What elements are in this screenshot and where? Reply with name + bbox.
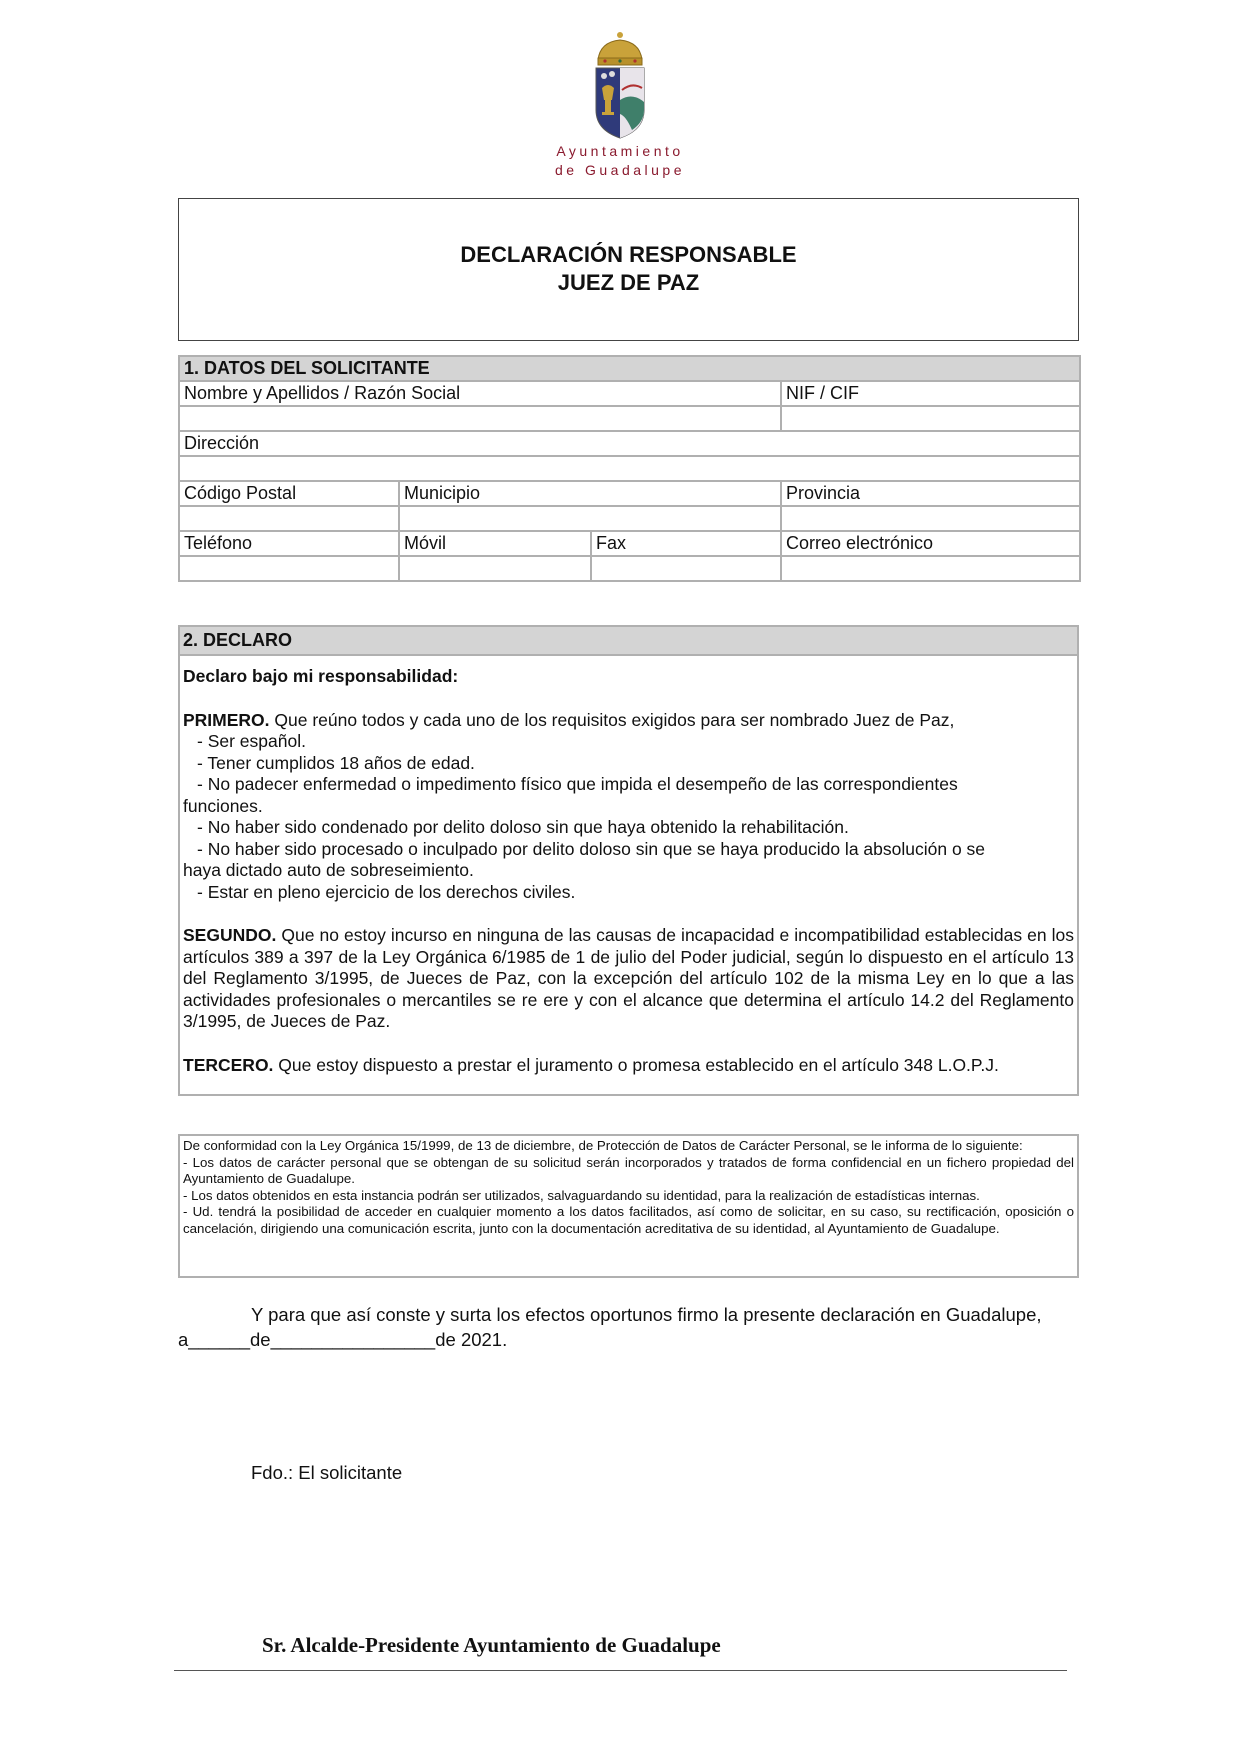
fax-field[interactable] [591,556,781,581]
postal-code-field[interactable] [179,506,399,531]
tercero-label: TERCERO. [183,1054,274,1075]
list-item: - No haber sido condenado por delito doloso sin que haya obtenido la rehabilitación. [197,817,849,837]
signature-label: Fdo.: El solicitante [251,1462,403,1483]
closing-statement [178,1302,1079,1352]
tercero-text: Que estoy dispuesto a prestar el juramento o promesa establecido en el artículo 348 L.O.P.J. [273,1054,999,1075]
privacy-paragraph: - Los datos obtenidos en esta instancia podrán ser utilizados, salvaguardando su identidad, para la realización de estadísticas internas. [183,1187,980,1203]
primero-text: Que reúno todos y cada uno de los requisitos exigidos para ser nombrado Juez de Paz, [269,709,955,730]
phone-label: Teléfono [179,531,399,556]
bottom-divider [174,1670,1067,1671]
primero-paragraph [183,710,1074,732]
list-item: - Tener cumplidos 18 años de edad. [197,752,475,773]
list-item-continuation: haya dictado auto de sobreseimiento. [183,860,474,880]
mobile-field[interactable] [399,556,591,581]
document-title: DECLARACIÓN RESPONSABLE [460,242,797,267]
privacy-paragraph: - Ud. tendrá la posibilidad de acceder en cualquier momento a los datos facilitados, así como de solicitar, en su caso, su rectificación, oposición o cancelación, dirigiendo una comunicación escrita, junto con la documentación acreditativa de su identidad, al Ayuntamiento de Guadalupe. [183,1204,1074,1236]
segundo-paragraph [183,925,1074,1033]
list-item: - Estar en pleno ejercicio de los derechos civiles. [197,881,576,902]
privacy-paragraph: De conformidad con la Ley Orgánica 15/1999, de 13 de diciembre, de Protección de Datos de Carácter Personal, se le informa de lo siguiente: [183,1138,1023,1153]
municipal-logo [520,30,720,180]
section2-heading: 2. DECLARO [180,627,1077,656]
postal-code-label: Código Postal [179,481,399,506]
phone-field[interactable] [179,556,399,581]
address-field[interactable] [179,456,1080,481]
province-label: Provincia [781,481,1080,506]
closing-line1: Y para que así conste y surta los efectos oportunos firmo la presente declaración en Guadalupe, [251,1304,1042,1325]
province-field[interactable] [781,506,1080,531]
mobile-label: Móvil [399,531,591,556]
segundo-label: SEGUNDO. [183,925,277,945]
nif-label: NIF / CIF [781,381,1080,406]
email-field[interactable] [781,556,1080,581]
document-subtitle: JUEZ DE PAZ [557,270,700,295]
name-field[interactable] [179,406,781,431]
nif-field[interactable] [781,406,1080,431]
fax-label: Fax [591,531,781,556]
section1-heading: 1. DATOS DEL SOLICITANTE [179,356,1080,381]
privacy-notice [178,1134,1079,1278]
email-label: Correo electrónico [781,531,1080,556]
tercero-paragraph [183,1055,1074,1077]
municipality-field[interactable] [399,506,781,531]
name-label: Nombre y Apellidos / Razón Social [179,381,781,406]
list-item: - No padecer enfermedad o impedimento físico que impida el desempeño de las correspondientes [197,774,958,794]
privacy-paragraph: - Los datos de carácter personal que se obtengan de su solicitud serán incorporados y tratados de forma confidencial en un fichero propiedad del Ayuntamiento de Guadalupe. [183,1154,1074,1186]
primero-label: PRIMERO. [183,709,270,730]
list-item: - No haber sido procesado o inculpado por delito doloso sin que se haya producido la absolución o se [197,838,986,859]
municipality-label: Municipio [399,481,781,506]
declaration-section [178,625,1079,1096]
segundo-text: Que no estoy incurso en ninguna de las causas de incapacidad e incompatibilidad establecidas en los artículos 389 a 397 de la Ley Orgánica 6/1985 de 1 de julio del Poder judicial, según lo dispuesto en el artículo 13 del Reglamento 3/1995, de Jueces de Paz, con la excepción del artículo 102 de la misma Ley en lo que a las actividades profesionales o mercantiles se re ere y con el alcance que determina el artículo 14.2 del Reglamento 3/1995, de Jueces de Paz. [183,925,1074,1031]
closing-date-line: a______de________________de 2021. [178,1329,508,1350]
declaration-intro: Declaro bajo mi responsabilidad: [183,666,459,686]
logo-text-line1: Ayuntamiento [556,143,684,159]
logo-text-line2: de Guadalupe [555,162,685,178]
list-item-continuation: funciones. [183,795,263,816]
list-item: - Ser español. [197,731,306,751]
coat-of-arms-icon [590,30,650,140]
addressee: Sr. Alcalde-Presidente Ayuntamiento de Guadalupe [262,1633,721,1657]
title-box [178,198,1079,341]
address-label: Dirección [179,431,1080,456]
applicant-data-table [178,355,1081,582]
